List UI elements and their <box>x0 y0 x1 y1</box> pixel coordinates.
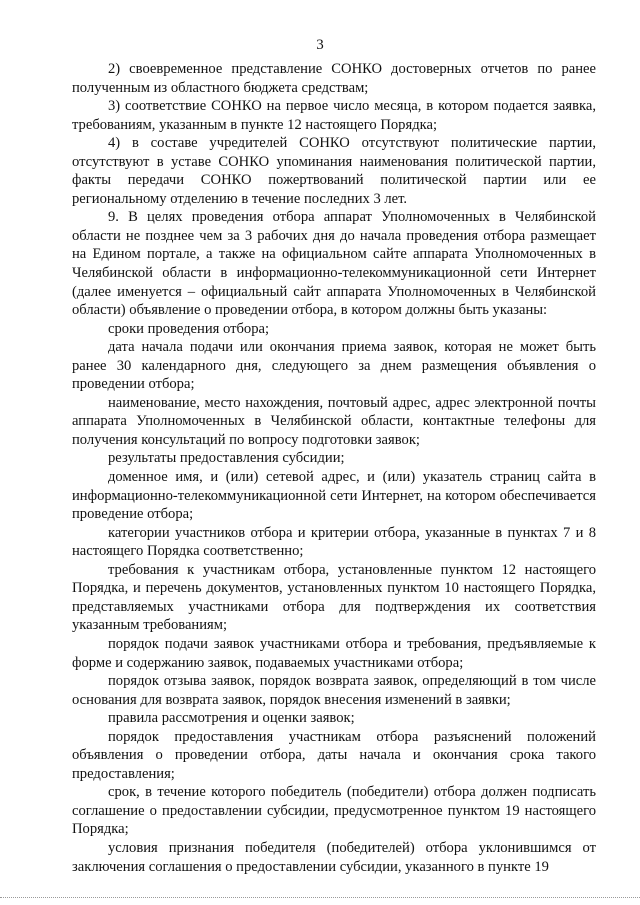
page-number: 3 <box>316 37 324 53</box>
paragraph: сроки проведения отбора; <box>108 320 270 337</box>
paragraph: требования к участникам отбора, установленные пунктом 12 настоящего Порядка, и перечень документов, установленных пунктом 10 настоящего Порядка, представляемых участниками отбора для подтверждения их соответствия указанным требованиям; <box>72 561 596 634</box>
paragraph: категории участников отбора и критерии отбора, указанные в пунктах 7 и 8 настоящего Порядка соответственно; <box>72 524 596 560</box>
paragraph: порядок отзыва заявок, порядок возврата заявок, определяющий в том числе основания для возврата заявок, порядок внесения изменений в заявки; <box>72 673 596 708</box>
document-body <box>72 60 596 876</box>
paragraph: доменное имя, и (или) сетевой адрес, и (или) указатель страниц сайта в информационно-телекоммуникационной сети Интернет, на котором обеспечивается проведение отбора; <box>72 469 596 523</box>
paragraph: наименование, место нахождения, почтовый адрес, адрес электронной почты аппарата Уполномоченных в Челябинской области, контактные телефоны для получения консультаций по вопросу подготовки заявок; <box>72 394 596 448</box>
paragraph: порядок подачи заявок участниками отбора и требования, предъявляемые к форме и содержанию заявок, подаваемых участниками отбора; <box>72 635 596 671</box>
paragraph: 2) своевременное представление СОНКО достоверных отчетов по ранее полученным из областного бюджета средствам; <box>72 61 596 96</box>
paragraph: 4) в составе учредителей СОНКО отсутствуют политические партии, отсутствуют в уставе СОНКО упоминания наименования политической партии, факты передачи СОНКО пожертвований политической партии или ее региональному отделению в течение последних 3 лет. <box>72 135 596 207</box>
scan-edge-divider <box>0 897 640 898</box>
paragraph: порядок предоставления участникам отбора разъяснений положений объявления о проведении отбора, даты начала и окончания срока такого предоставления; <box>72 728 596 782</box>
paragraph: условия признания победителя (победителей) отбора уклонившимся от заключения соглашения о предоставлении субсидии, указанного в пункте 19 <box>72 839 596 875</box>
paragraph: срок, в течение которого победитель (победители) отбора должен подписать соглашение о предоставлении субсидии, предусмотренное пунктом 19 настоящего Порядка; <box>72 784 596 838</box>
paragraph: результаты предоставления субсидии; <box>108 450 345 467</box>
paragraph: 3) соответствие СОНКО на первое число месяца, в котором подается заявка, требованиям, указанным в пункте 12 настоящего Порядка; <box>72 98 596 133</box>
paragraph: дата начала подачи или окончания приема заявок, которая не может быть ранее 30 календарного дня, следующего за днем размещения объявления о проведении отбора; <box>72 339 596 393</box>
paragraph: 9. В целях проведения отбора аппарат Уполномоченных в Челябинской области не позднее чем за 3 рабочих дня до начала проведения отбора размещает на Едином портале, а также на официальном сайте аппарата Уполномоченных в Челябинской области в информационно-телекоммуникационной сети Интернет (далее именуется – официальный сайт аппарата Уполномоченных в Челябинской области) объявление о проведении отбора, в котором должны быть указаны: <box>72 209 596 319</box>
paragraph: правила рассмотрения и оценки заявок; <box>108 710 355 727</box>
